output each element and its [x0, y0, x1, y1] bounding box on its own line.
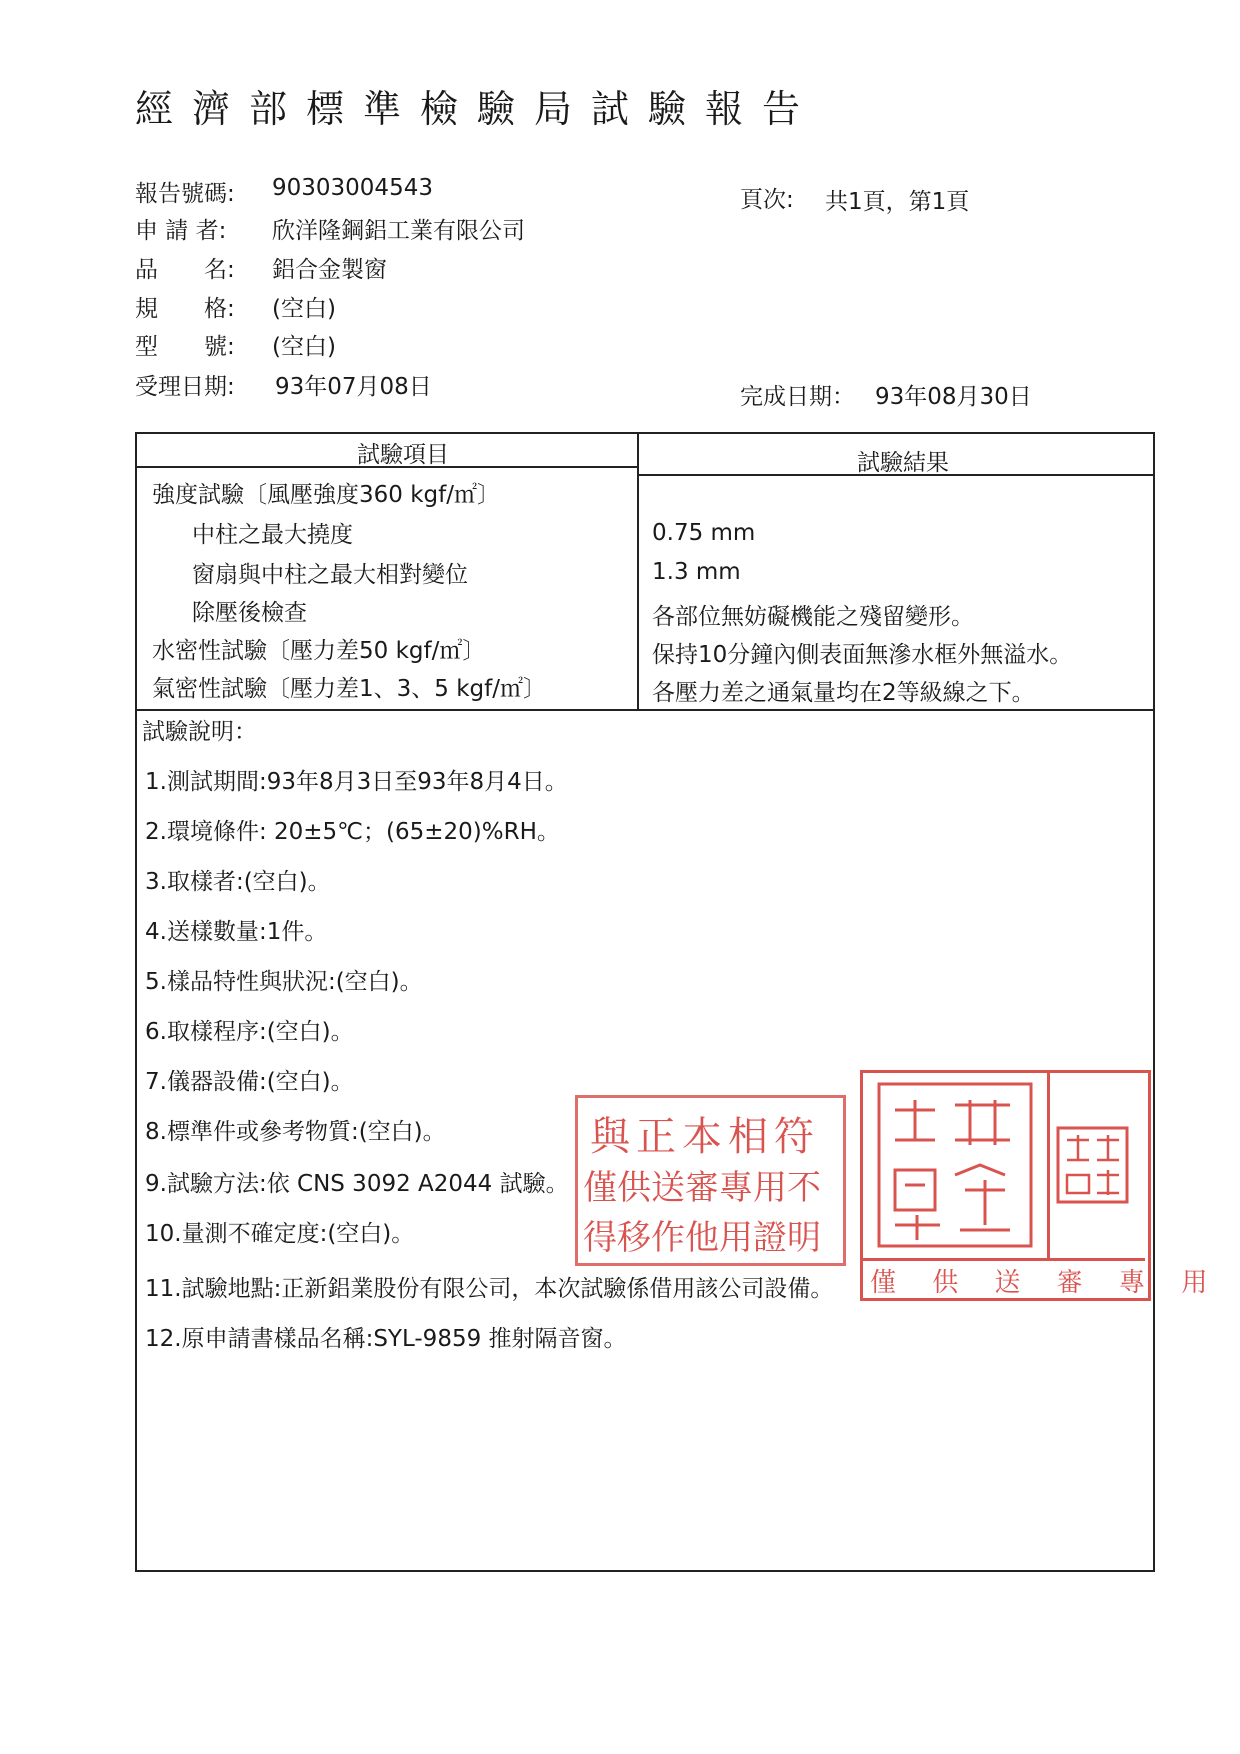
stamp-line-3: 得移作他用證明: [583, 1218, 821, 1258]
note-item: 1.測試期間:93年8月3日至93年8月4日。: [145, 769, 568, 795]
completed-date-label: 完成日期：: [740, 384, 855, 410]
table-row-result: 保持10分鐘內側表面無滲水框外無溢水。: [652, 642, 1073, 668]
table-row-item: 中柱之最大撓度: [192, 522, 353, 548]
results-table: [135, 432, 1155, 1572]
seal-bottom-text: 僅 供 送 審 專 用: [870, 1268, 1222, 1298]
notes-heading: 試驗說明：: [142, 719, 257, 745]
note-item: 3.取樣者:(空白)。: [145, 869, 331, 895]
company-seal-graphic: [875, 1080, 1035, 1250]
table-row-item: 窗扇與中柱之最大相對變位: [192, 562, 468, 588]
seal-small-graphic: [1055, 1125, 1130, 1205]
report-title: 經濟部標準檢驗局試驗報告: [135, 87, 820, 131]
note-item: 11.試驗地點:正新鋁業股份有限公司，本次試驗係借用該公司設備。: [145, 1276, 834, 1302]
applicant-value: 欣洋隆鋼鋁工業有限公司: [272, 218, 525, 244]
completed-date-value: 93年08月30日: [875, 384, 1032, 410]
spec-value: (空白): [272, 296, 336, 322]
note-item: 9.試驗方法:依 CNS 3092 A2044 試驗。: [145, 1171, 569, 1197]
page-label: 頁次:: [740, 187, 794, 213]
product-value: 鋁合金製窗: [272, 257, 387, 283]
table-row-item: 水密性試驗〔壓力差50 kgf/㎡〕: [152, 638, 486, 664]
seal-bottom-divider: [860, 1258, 1145, 1261]
note-item: 2.環境條件: 20±5℃；(65±20)%RH。: [145, 819, 560, 845]
page-value: 共1頁，第1頁: [825, 189, 970, 215]
report-no-label: 報告號碼:: [135, 181, 235, 207]
table-row-item: 除壓後檢查: [192, 600, 307, 626]
table-notes-divider: [137, 709, 1155, 711]
table-row-item: 氣密性試驗〔壓力差1、3、5 kgf/㎡〕: [152, 676, 546, 702]
product-label: 品 名:: [135, 257, 235, 283]
note-item: 10.量測不確定度:(空白)。: [145, 1221, 415, 1247]
applicant-label: 申 請 者:: [135, 218, 227, 244]
spec-label: 規 格:: [135, 296, 235, 322]
note-item: 8.標準件或參考物質:(空白)。: [145, 1119, 446, 1145]
table-row-result: 各壓力差之通氣量均在2等級線之下。: [652, 680, 1035, 706]
note-item: 12.原申請書樣品名稱:SYL-9859 推射隔音窗。: [145, 1326, 627, 1352]
report-no-value: 90303004543: [272, 175, 433, 201]
received-date-value: 93年07月08日: [275, 374, 432, 400]
table-row-result: 各部位無妨礙機能之殘留變形。: [652, 604, 974, 630]
model-label: 型 號:: [135, 334, 235, 360]
stamp-line-1: 與正本相符: [590, 1114, 820, 1160]
note-item: 7.儀器設備:(空白)。: [145, 1069, 354, 1095]
received-date-label: 受理日期:: [135, 374, 235, 400]
seal-divider: [1047, 1070, 1050, 1260]
column-header-result: 試驗結果: [857, 450, 949, 476]
table-row-result: 0.75 mm: [652, 520, 756, 546]
note-item: 4.送樣數量:1件。: [145, 919, 328, 945]
model-value: (空白): [272, 334, 336, 360]
note-item: 6.取樣程序:(空白)。: [145, 1019, 354, 1045]
note-item: 5.樣品特性與狀況:(空白)。: [145, 969, 423, 995]
column-header-item: 試驗項目: [357, 442, 449, 468]
stamp-line-2: 僅供送審專用不: [583, 1168, 821, 1208]
table-row-result: 1.3 mm: [652, 559, 741, 585]
table-row-item: 強度試驗〔風壓強度360 kgf/㎡〕: [152, 482, 500, 508]
